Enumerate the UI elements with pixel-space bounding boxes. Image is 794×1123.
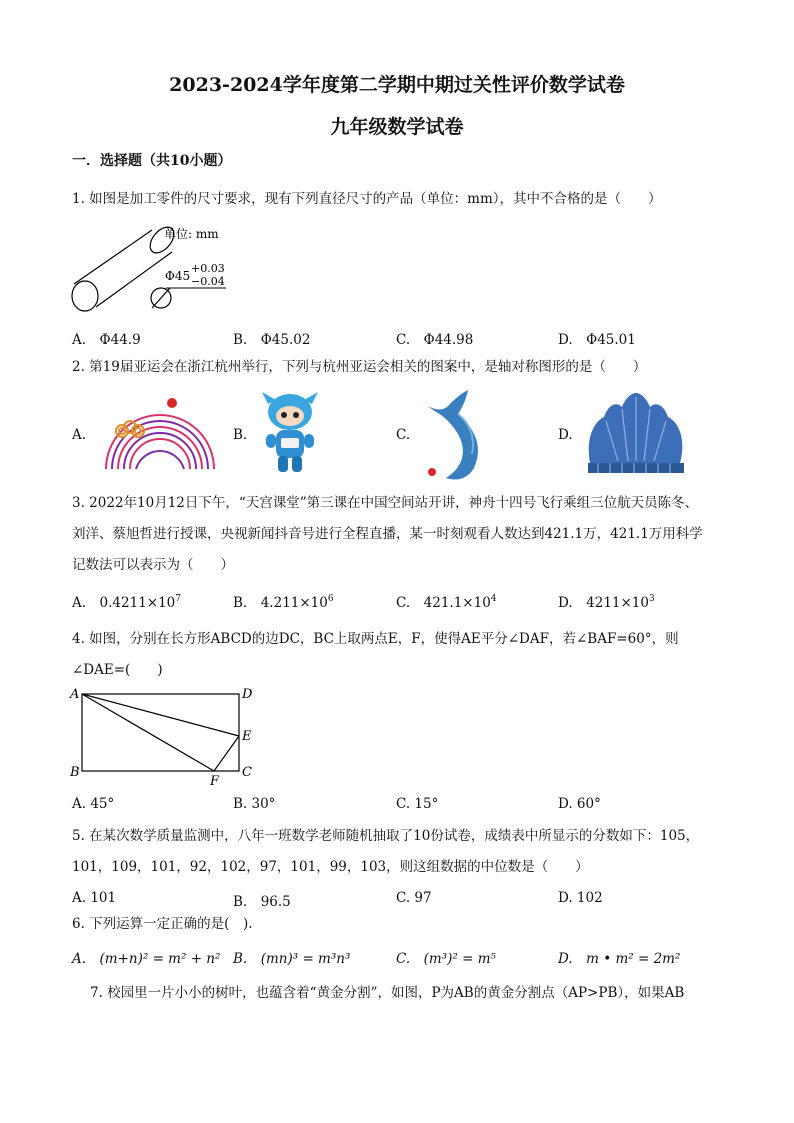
q2-dolphin-image: [418, 388, 490, 483]
q4-option-a: A. 45°: [72, 796, 115, 812]
question-5-line1: 5. 在某次数学质量监测中，八年一班数学老师随机抽取了10份试卷，成绩表中所显示的分数如下：105，: [72, 828, 700, 844]
question-7-text: 7. 校园里一片小小的树叶，也蕴含着“黄金分割”，如图，P为AB的黄金分割点（AP>PB），如果AB: [90, 985, 685, 1001]
q2-emblem-rainbow-image: [96, 393, 221, 478]
q2-lotus-image: [580, 393, 690, 478]
q1-option-d: D. Φ45.01: [558, 332, 636, 348]
q1-dim-base: Φ45: [165, 269, 191, 283]
q2-mascot-image: [254, 390, 326, 480]
q1-figure: [68, 222, 238, 317]
q6-option-b: B. (mn)³ = m³n³: [233, 951, 351, 967]
q1-option-c: C. Φ44.98: [396, 332, 474, 348]
q1-option-a: A. Φ44.9: [72, 332, 141, 348]
q1-dim-upper: +0.03: [191, 262, 225, 275]
question-2-text: 2. 第19届亚运会在浙江杭州举行，下列与杭州亚运会相关的图案中，是轴对称图形的是（ ）: [72, 359, 647, 375]
q4-option-c: C. 15°: [396, 796, 439, 812]
q3-option-d: D. $4211\times 10^3$: [558, 594, 655, 611]
question-4-line1: 4. 如图，分别在长方形ABCD的边DC，BC上取两点E，F，使得AE平分∠DAF，若∠BAF=60°，则: [72, 631, 679, 647]
q4-rectangle-figure: [64, 684, 264, 790]
q4-label-c: C: [242, 765, 252, 780]
question-5-line2: 101，109，101，92，102，97，101，99，103，则这组数据的中位数是（ ）: [72, 859, 589, 875]
q6-option-a: A. (m+n)² = m² + n²: [72, 951, 221, 967]
q3-option-b: B. $4.211\times 10^6$: [233, 594, 334, 611]
q2-option-b: B.: [233, 427, 248, 443]
q5-option-a: A. 101: [72, 890, 117, 906]
q4-label-a: A: [70, 687, 80, 702]
question-3-line3: 记数法可以表示为（ ）: [72, 557, 234, 573]
question-3-line1: 3. 2022年10月12日下午，“天宫课堂”第三课在中国空间站开讲，神舟十四号飞行乘组三位航天员陈冬、: [72, 495, 699, 511]
q5-option-d: D. 102: [558, 890, 603, 906]
q6-option-d: D. m • m² = 2m²: [558, 951, 681, 967]
q1-dim-lower: −0.04: [191, 275, 225, 288]
question-4-line2: ∠DAE=( ): [72, 662, 163, 678]
section-heading: 一．选择题（共10小题）: [72, 153, 232, 169]
q2-option-d: D.: [558, 427, 573, 443]
q4-option-b: B. 30°: [233, 796, 276, 812]
q4-option-d: D. 60°: [558, 796, 601, 812]
q6-option-c: C. (m³)² = m⁵: [396, 951, 496, 967]
q4-label-d: D: [242, 687, 253, 702]
q3-option-c: C. $421.1\times 10^4$: [396, 594, 497, 611]
q5-option-c: C. 97: [396, 890, 432, 906]
exam-title: 2023-2024学年度第二学期中期过关性评价数学试卷: [169, 74, 625, 96]
question-1-text: 1. 如图是加工零件的尺寸要求，现有下列直径尺寸的产品（单位：mm），其中不合格的是（ ）: [72, 191, 662, 207]
q2-option-a: A.: [72, 427, 87, 443]
q1-unit-label: 单位: mm: [164, 227, 219, 241]
q4-label-f: F: [210, 774, 220, 789]
question-3-line2: 刘洋、蔡旭哲进行授课，央视新闻抖音号进行全程直播，某一时刻观看人数达到421.1万，421.1万用科学: [72, 526, 703, 542]
q2-option-c: C.: [396, 427, 411, 443]
q4-label-e: E: [242, 729, 252, 744]
q5-option-b: B. 96.5: [233, 894, 291, 910]
q1-option-b: B. Φ45.02: [233, 332, 311, 348]
question-6-text: 6. 下列运算一定正确的是( ).: [72, 916, 253, 932]
q3-option-a: A. $0.4211\times 10^7$: [72, 594, 182, 611]
q4-label-b: B: [70, 765, 80, 780]
exam-subtitle: 九年级数学试卷: [330, 116, 464, 138]
